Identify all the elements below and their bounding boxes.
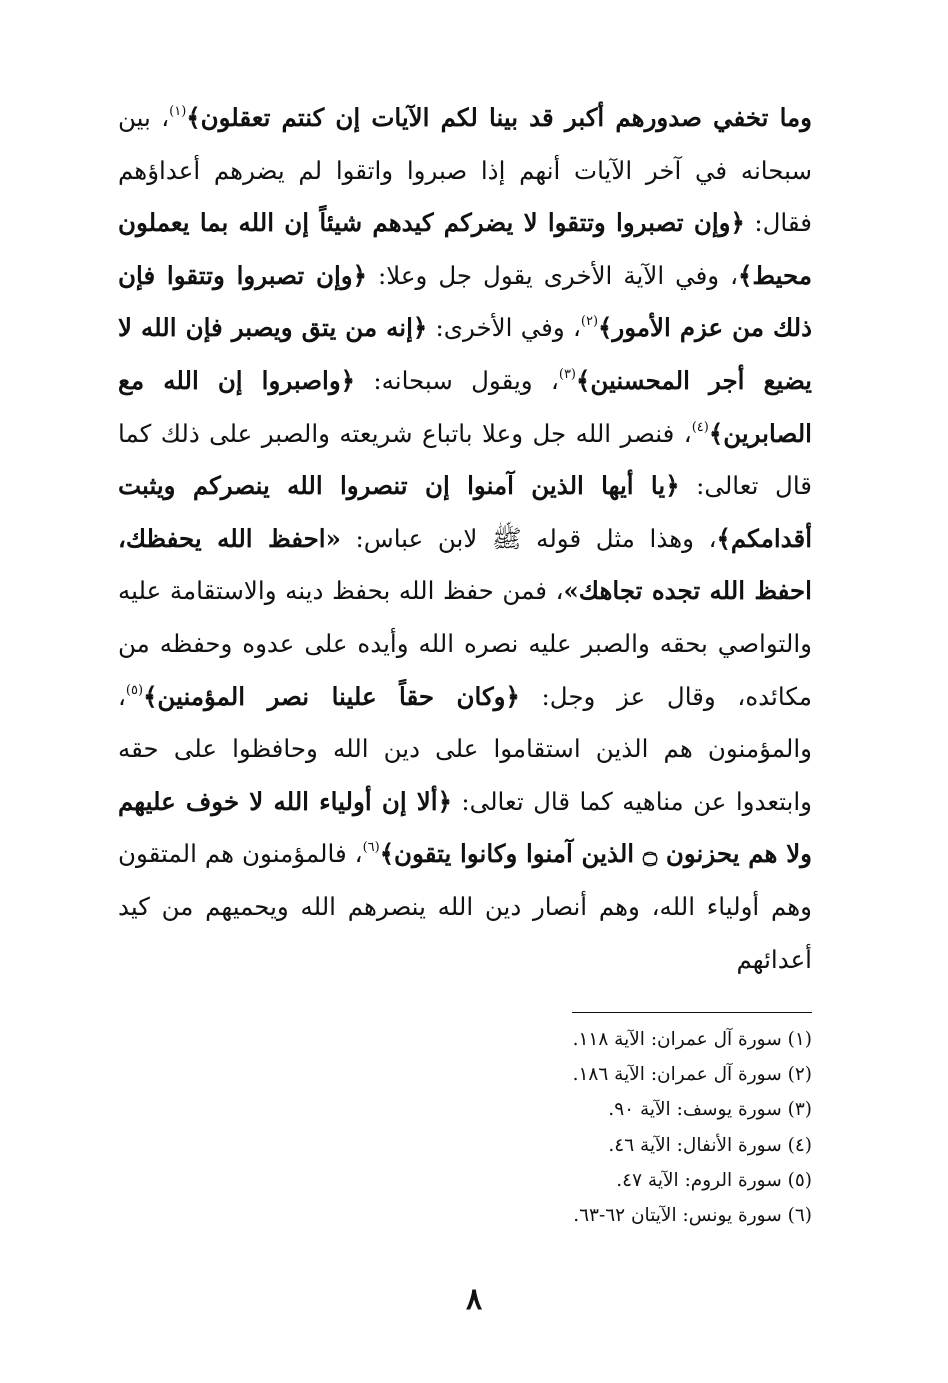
footnote-marker: (٥) [125, 682, 144, 698]
footnote-item: (٢) سورة آل عمران: الآية ١٨٦. [572, 1064, 812, 1086]
quran-verse: ﴿يا أيها الذين آمنوا إن تنصروا الله ينصركم ويثبت أقدامكم﴾ [118, 471, 813, 553]
body-text-segment: ، والمؤمنون هم الذين استقاموا على دين الله وحافظوا على حقه وابتعدوا عن مناهيه كما قال تعالى: [118, 681, 812, 816]
body-paragraph [118, 92, 812, 986]
footnote-marker: (٢) [580, 314, 599, 330]
body-text-segment: ، فمن حفظ الله بحفظ دينه والاستقامة عليه والتواصي بحقه والصبر عليه نصره الله وأيده على عدوه وحفظه من مكائده، وقال عز وجل: [118, 576, 812, 711]
footnote-item: (٥) سورة الروم: الآية ٤٧. [616, 1169, 812, 1191]
quran-verse: ﴿ألا إن أولياء الله لا خوف عليهم ولا هم يحزنون ۝ الذين آمنوا وكانوا يتقون﴾ [118, 786, 812, 869]
body-text-segment: ، فنصر الله جل وعلا باتباع شريعته والصبر على ذلك كما قال تعالى: [118, 418, 812, 501]
footnote-marker: (٣) [558, 366, 576, 382]
quran-verse: ﴿واصبروا إن الله مع الصابرين﴾ [118, 365, 812, 448]
footnotes-list [252, 1022, 812, 1233]
quran-verse: ﴿وكان حقاً علينا نصر المؤمنين﴾ [143, 681, 520, 711]
hadith-quote: «احفظ الله يحفظك، احفظ الله تجده تجاهك» [118, 523, 812, 606]
quran-verse: ﴿وإن تصبروا وتتقوا فإن ذلك من عزم الأمور﴾ [118, 260, 812, 343]
footnote-marker: (٦) [362, 840, 380, 856]
body-text-segment: ، وهذا مثل قوله ﷺ لابن عباس: [340, 523, 717, 553]
body-text-segment: ، ويقول سبحانه: [355, 365, 559, 395]
footnote-marker: (١) [169, 104, 187, 119]
body-text-segment: ، وفي الآية الأخرى يقول جل وعلا: [366, 260, 739, 290]
footnote-separator [572, 1012, 812, 1013]
footnote-item: (٦) سورة يونس: الآيتان ٦٢-٦٣. [573, 1205, 812, 1227]
page-number: ٨ [465, 1282, 483, 1317]
footnote-item: (١) سورة آل عمران: الآية ١١٨. [572, 1029, 812, 1050]
quran-verse: وما تخفي صدورهم أكبر قد بينا لكم الآيات إن كنتم تعقلون﴾ [186, 103, 813, 132]
footnote-item: (٤) سورة الأنفال: الآية ٤٦. [608, 1134, 812, 1156]
page-content [118, 92, 812, 986]
footnote-marker: (٤) [691, 419, 709, 435]
body-text-segment: ، بين سبحانه في آخر الآيات أنهم إذا صبروا واتقوا لم يضرهم أعداؤهم فقال: [118, 103, 812, 238]
footnote-item: (٣) سورة يوسف: الآية ٩٠. [608, 1099, 812, 1121]
quran-verse: ﴿وإن تصبروا وتتقوا لا يضركم كيدهم شيئاً إن الله بما يعملون محيط﴾ [118, 208, 812, 290]
body-text-segment: ، وفي الأخرى: [427, 313, 581, 343]
quran-verse: ﴿إنه من يتق ويصبر فإن الله لا يضيع أجر المحسنين﴾ [118, 313, 813, 395]
body-text-segment: ، فالمؤمنون هم المتقون وهم أولياء الله، وهم أنصار دين الله ينصرهم الله ويحميهم من كيد أعدائهم [118, 839, 812, 974]
